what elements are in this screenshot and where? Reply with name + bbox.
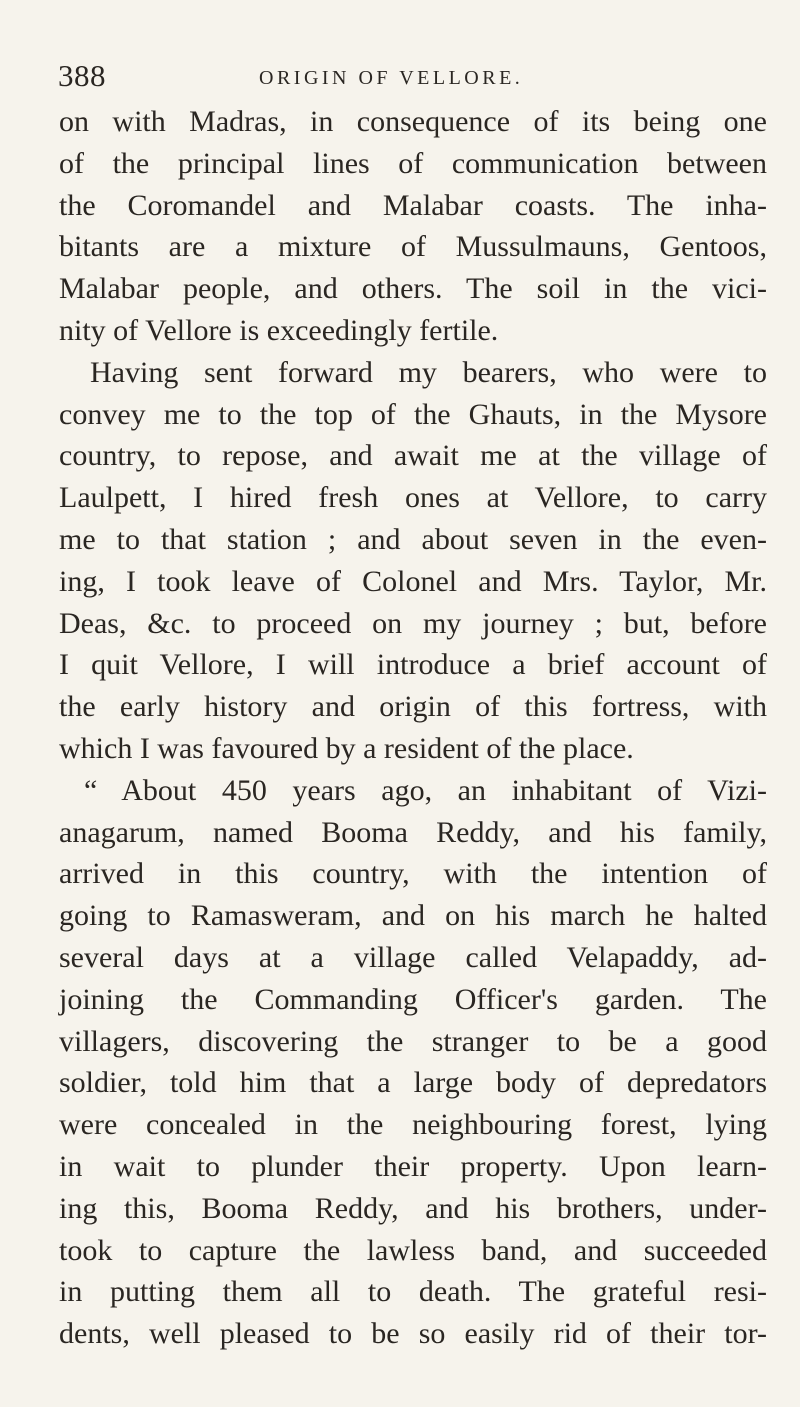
text-line: several days at a village called Velapaddy, ad- [59,940,767,974]
text-line: I quit Vellore, I will introduce a brief account of [59,648,767,682]
text-line: arrived in this country, with the intention of [59,857,767,891]
text-line: me to that station ; and about seven in the even- [59,522,767,556]
text-line: soldier, told him that a large body of depredators [59,1066,767,1100]
page-number: 388 [58,58,106,93]
text-line: ing, I took leave of Colonel and Mrs. Taylor, Mr. [59,564,767,598]
text-line: in wait to plunder their property. Upon learn- [59,1149,767,1183]
text-line: convey me to the top of the Ghauts, in the Mysore [59,397,767,431]
text-line: the Coromandel and Malabar coasts. The inha- [59,188,767,222]
text-line: Laulpett, I hired fresh ones at Vellore, to carry [59,481,767,515]
text-line: country, to repose, and await me at the village of [59,439,767,473]
text-line: in putting them all to death. The grateful resi- [59,1275,767,1309]
text-line: which I was favoured by a resident of the place. [59,731,634,765]
running-head [58,58,758,98]
text-line: took to capture the lawless band, and succeeded [59,1233,767,1267]
text-line: bitants are a mixture of Mussulmauns, Gentoos, [59,230,767,264]
running-title: ORIGIN OF VELLORE. [259,67,524,89]
text-line: ing this, Booma Reddy, and his brothers, under- [59,1191,767,1225]
text-line: anagarum, named Booma Reddy, and his family, [59,815,767,849]
text-line: the early history and origin of this fortress, with [59,690,767,724]
text-line: Malabar people, and others. The soil in the vici- [59,272,767,306]
text-line: Deas, &c. to proceed on my journey ; but, before [59,606,767,640]
text-line: dents, well pleased to be so easily rid of their tor- [59,1317,767,1351]
text-line: going to Ramasweram, and on his march he halted [59,899,767,933]
text-line: were concealed in the neighbouring forest, lying [59,1108,767,1142]
text-line: of the principal lines of communication between [59,146,767,180]
text-line: Having sent forward my bearers, who were to [90,355,767,389]
text-line: on with Madras, in consequence of its being one [59,105,767,138]
text-line: joining the Commanding Officer's garden. The [59,982,767,1016]
text-line: “ About 450 years ago, an inhabitant of Vizi- [84,773,767,807]
text-line: nity of Vellore is exceedingly fertile. [59,313,499,347]
text-line: villagers, discovering the stranger to be a good [59,1024,767,1058]
body-text [59,101,767,1355]
